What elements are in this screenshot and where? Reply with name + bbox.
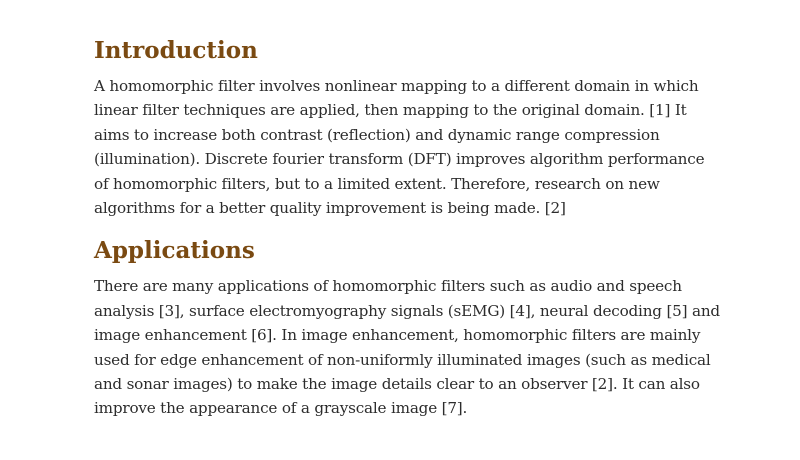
article-content: [94, 34, 720, 435]
section-paragraph-introduction: A homomorphic filter involves nonlinear mapping to a different domain in which linear filter techniques are applied, then mapping to the original domain. [1] It aims to increase both contrast (reflection) and dynamic range compression (illumination). Discrete fourier transform (DFT) improves algorithm performance of homomorphic filters, but to a limited extent. Therefore, research on new algorithms for a better quality improvement is being made. [2]: [94, 77, 705, 218]
section-heading-applications: Applications: [94, 237, 255, 265]
section-heading-introduction: Introduction: [94, 37, 258, 64]
section-introduction: [94, 34, 720, 220]
section-paragraph-applications: There are many applications of homomorphic filters such as audio and speech analysis [3], surface electromyography signals (sEMG) [4], neural decoding [5] and image enhancement [6]. In image enhancement, homomorphic filters are mainly used for edge enhancement of non-uniformly illuminated images (such as medical and sonar images) to make the image details clear to an observer [2]. It can also improve the appearance of a grayscale image [7].: [94, 277, 720, 418]
section-applications: [94, 234, 720, 420]
